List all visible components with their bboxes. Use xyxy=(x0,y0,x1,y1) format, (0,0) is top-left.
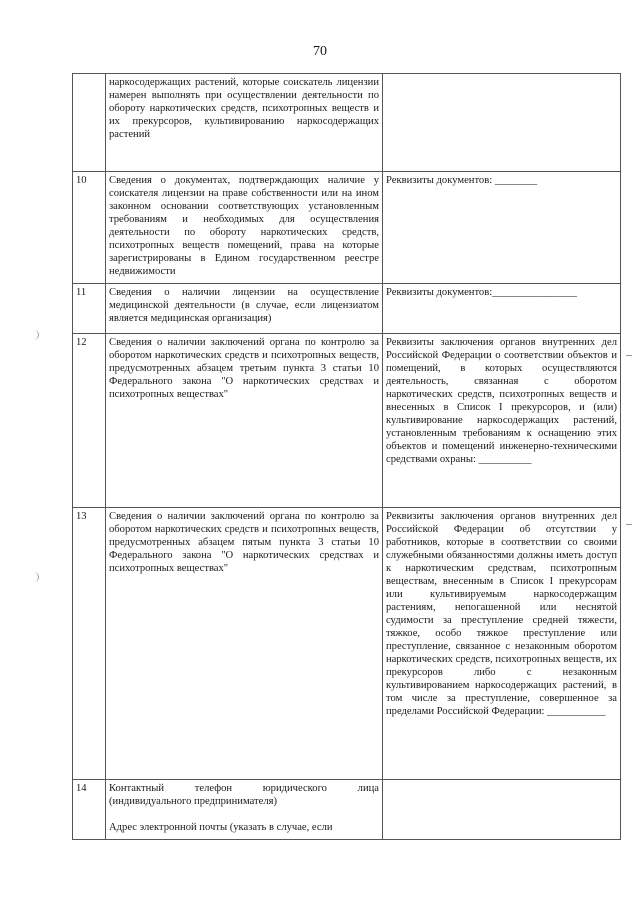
row-value: Реквизиты заключения органов внутренних дел Российской Федерации о соответствии объектов и помещений, в которых осуществляются деятельность, связанная с оборотом наркотических средств, психотропных веществ и внесенных в Список I прекурсоров, и (или) культивирование наркосодержащих растений, установленным требованиям к оснащению этих объектов и помещений инженерно-техническими средствами охраны: __________ xyxy=(383,334,621,508)
license-info-table xyxy=(72,73,621,840)
row-description: Сведения о документах, подтверждающих наличие у соискателя лицензии на праве собственности или на ином законном основании соответствующих установленным требованиям и необходимых для осуществления деятельности по обороту наркотических средств, психотропных веществ помещений, права на которые зарегистрированы в Едином государственном реестре недвижимости xyxy=(106,172,383,284)
row-description: наркосодержащих растений, которые соискатель лицензии намерен выполнять при осуществлении деятельности по обороту наркотических средств, психотропных веществ и их прекурсоров, культивированию наркосодержащих растений xyxy=(106,74,383,172)
row-description: Сведения о наличии лицензии на осуществление медицинской деятельности (в случае, если лицензиатом является медицинская организация) xyxy=(106,284,383,334)
table-row xyxy=(73,508,621,780)
table-row xyxy=(73,74,621,172)
row-value: Реквизиты документов: ________ xyxy=(383,172,621,284)
row-number: 11 xyxy=(73,284,106,334)
row-description: Сведения о наличии заключений органа по контролю за оборотом наркотических средств и психотропных веществ, предусмотренных абзацем пятым пункта 3 статьи 10 Федерального закона "О наркотических средствах и психотропных веществах" xyxy=(106,508,383,780)
row-value xyxy=(383,780,621,840)
row-number xyxy=(73,74,106,172)
row-description xyxy=(106,780,383,840)
row-value xyxy=(383,74,621,172)
scan-mark xyxy=(626,524,632,525)
scan-mark xyxy=(626,355,632,356)
row-number: 10 xyxy=(73,172,106,284)
email-label: Адрес электронной почты (указать в случае, если xyxy=(109,822,333,833)
scan-mark xyxy=(34,572,39,582)
table-row xyxy=(73,780,621,840)
scan-mark xyxy=(34,330,39,340)
page-number: 70 xyxy=(313,44,327,59)
row-number: 12 xyxy=(73,334,106,508)
row-value: Реквизиты заключения органов внутренних дел Российской Федерации об отсутствии у работников, которые в соответствии со своими служебными обязанностями должны иметь доступ к наркотическим средствам, психотропным веществам, внесенным в Список I прекурсорам или культивируемым наркосодержащим растениям, непогашенной или неснятой судимости за преступление средней тяжести, тяжкое, особо тяжкое преступление или преступление, связанное с незаконным оборотом наркотических средств, психотропных веществ, их прекурсоров либо с незаконным культивированием наркосодержащих растений, в том числе за преступление, совершенное за пределами Российской Федерации: ___________ xyxy=(383,508,621,780)
row-description: Сведения о наличии заключений органа по контролю за оборотом наркотических средств и психотропных веществ, предусмотренных абзацем третьим пункта 3 статьи 10 Федерального закона "О наркотических средствах и психотропных веществах" xyxy=(106,334,383,508)
row-value: Реквизиты документов:________________ xyxy=(383,284,621,334)
contact-phone-label: Контактный телефон юридического лица (индивидуального предпринимателя) xyxy=(109,783,379,807)
row-number: 14 xyxy=(73,780,106,840)
table-row xyxy=(73,172,621,284)
table-row xyxy=(73,284,621,334)
row-number: 13 xyxy=(73,508,106,780)
table-row xyxy=(73,334,621,508)
